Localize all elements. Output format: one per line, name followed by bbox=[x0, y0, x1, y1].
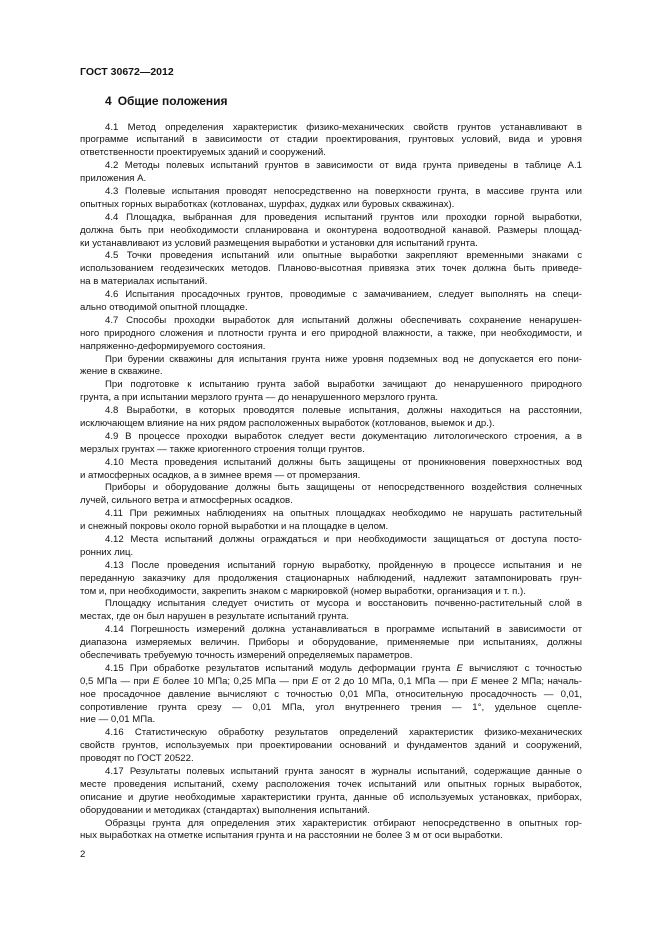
variable-e: E bbox=[471, 675, 478, 687]
text-line: жение в скважине. bbox=[80, 366, 163, 378]
text-line: 4.9 В процессе проходки выработок следует вести документацию литологического строения, а в bbox=[105, 430, 582, 442]
text-line: ного природного сложения и плотности грунта и его природной влажности, а также, при необходимости, и bbox=[80, 327, 582, 339]
text-line: напряженно-деформируемого состояния. bbox=[80, 340, 266, 352]
text-line: исключающем влияние на них рядом расположенных выработок (котлованов, выемок и др.). bbox=[80, 417, 495, 429]
paragraph bbox=[80, 354, 582, 380]
paragraph bbox=[80, 122, 582, 161]
variable-e: E bbox=[152, 675, 160, 687]
paragraph bbox=[80, 818, 582, 844]
paragraph bbox=[80, 212, 582, 251]
text-line: 4.3 Полевые испытания проводят непосредственно на поверхности грунта, в массиве грунта или bbox=[105, 185, 582, 197]
text-line: 4.16 Статистическую обработку результатов определений характеристик физико-механических bbox=[105, 727, 582, 739]
text-line: 4.12 Места испытаний должны ограждаться и при необходимости защищаться от доступа посто- bbox=[105, 534, 582, 545]
paragraph bbox=[80, 598, 582, 624]
text-line: местах, где он был нарушен в результате испытаний грунта. bbox=[80, 611, 350, 623]
text-line: том и, при необходимости, закрепить знаком с маркировкой (номер выработки, организация и т. п.). bbox=[80, 585, 526, 597]
section-number: 4 bbox=[105, 94, 112, 108]
text-line: Площадку испытания следует очистить от мусора и восстановить почвенно-растительный слой в bbox=[105, 598, 582, 610]
paragraph bbox=[80, 663, 582, 727]
text-line: лучей, сильного ветра и атмосферных осадков. bbox=[80, 495, 293, 507]
paragraph bbox=[80, 624, 582, 663]
text-line: описание и другие необходимые характеристики грунта, данные об используемых установках, приборах, bbox=[80, 791, 582, 803]
text-line: ответственности проектируемых зданий и сооружений. bbox=[80, 147, 326, 159]
text-line: ки устанавливают из условий размещения выработки и установки для испытаний грунта. bbox=[80, 237, 478, 249]
text-line: 4.1 Метод определения характеристик физико-механических свойств грунтов устанавливают в bbox=[105, 121, 582, 133]
text-line: 4.17 Результаты полевых испытаний грунта заносят в журналы испытаний, содержащие данные о bbox=[105, 766, 582, 778]
paragraph bbox=[80, 766, 582, 818]
variable-e: E bbox=[311, 675, 319, 687]
text-line: и снежный покровы около горной выработки и на площадке в целом. bbox=[80, 521, 389, 533]
text-line: 4.6 Испытания просадочных грунтов, проводимые с замачиванием, следует выполнять на специ- bbox=[105, 289, 582, 301]
text-line: программе испытаний в зависимости от стадии проектирования, грунтовых условий, вида и уровня bbox=[80, 134, 582, 146]
text-line: мерзлых грунтах — также криогенного строения толщи грунтов. bbox=[80, 443, 365, 455]
paragraph bbox=[80, 160, 582, 186]
text-line: ронних лиц. bbox=[80, 546, 134, 558]
section-heading bbox=[105, 94, 228, 108]
text-line: ально отводимой опытной площадке. bbox=[80, 301, 248, 313]
text-line: 4.5 Точки проведения испытаний или опытные выработки закрепляют временными знаками с bbox=[105, 250, 582, 262]
text-line: свойств грунтов, используемых при проектировании оснований и фундаментов зданий и сооружений, bbox=[80, 740, 582, 752]
text-line: месте проведения испытаний, схему расположения точек испытаний или опытных горных выработок, bbox=[80, 778, 582, 790]
text-line: 4.2 Методы полевых испытаний грунтов в зависимости от вида грунта приведены в таблице А.1 bbox=[105, 160, 582, 172]
text-line: переданную заказчику для продолжения стационарных наблюдений, надлежит затампонировать грун- bbox=[80, 572, 582, 584]
text-line: При бурении скважины для испытания грунта ниже уровня подземных вод не допускается его пони- bbox=[105, 353, 582, 365]
text-line: 4.8 Выработки, в которых проводятся полевые испытания, должны находиться на расстоянии, bbox=[105, 405, 582, 417]
paragraph bbox=[80, 727, 582, 766]
text-line: обеспечивать требуемую точность измерений определяемых параметров. bbox=[80, 650, 413, 662]
body-text bbox=[80, 122, 582, 844]
page-number: 2 bbox=[80, 849, 86, 860]
text-line: 4.4 Площадка, выбранная для проведения испытаний грунтов или проходки горной выработки, bbox=[105, 211, 582, 223]
paragraph bbox=[80, 431, 582, 457]
paragraph bbox=[80, 250, 582, 289]
text-line: Приборы и оборудование должны быть защищены от непосредственного воздействия солнечных bbox=[105, 482, 582, 494]
paragraph bbox=[80, 289, 582, 315]
document-code: ГОСТ 30672—2012 bbox=[80, 66, 174, 78]
text-line: использованием геодезических методов. Планово-высотная привязка этих точек должна быть приведе- bbox=[80, 263, 582, 275]
text-line: приложения А. bbox=[80, 173, 147, 185]
paragraph bbox=[80, 379, 582, 405]
text-line: ное просадочное давление вычисляют с точностью 0,01 МПа, относительную просадочность — 0,01, bbox=[80, 688, 582, 700]
text-line: диапазона измеряемых величин. Приборы и оборудование, применяемые при испытаниях, должны bbox=[80, 637, 582, 649]
text-line: Образцы грунта для определения этих характеристик отбирают непосредственно в опытных гор- bbox=[105, 817, 582, 829]
paragraph bbox=[80, 560, 582, 599]
text-line: 4.10 Места проведения испытаний должны быть защищены от проникновения поверхностных вод bbox=[105, 456, 582, 468]
paragraph bbox=[80, 457, 582, 483]
paragraph bbox=[80, 482, 582, 508]
text-line: 4.15 При обработке результатов испытаний модуль деформации грунта E вычисляют с точностью bbox=[105, 662, 582, 674]
text-line: опытных горных выработках (котлованах, шурфах, дудках или буровых скважинах). bbox=[80, 198, 455, 210]
text-line: 4.7 Способы проходки выработок для испытаний должны обеспечивать сохранение ненарушен- bbox=[105, 314, 582, 326]
text-line: оборудовании и методиках (стандартах) выполнения испытаний. bbox=[80, 804, 370, 816]
text-line: 4.14 Погрешность измерений должна устанавливаться в программе испытаний в зависимости от bbox=[105, 624, 582, 636]
paragraph bbox=[80, 534, 582, 560]
text-line: 4.13 После проведения испытаний горную выработку, пройденную в процессе испытания и не bbox=[105, 559, 582, 571]
text-line: и атмосферных осадков, а в зимнее время — от промерзания. bbox=[80, 469, 361, 481]
paragraph bbox=[80, 186, 582, 212]
text-line: При подготовке к испытанию грунта забой выработки зачищают до ненарушенного природного bbox=[105, 379, 582, 391]
paragraph bbox=[80, 405, 582, 431]
variable-e: E bbox=[456, 662, 463, 674]
text-line: 4.11 При режимных наблюдениях на опытных площадках необходимо не нарушать растительный bbox=[105, 508, 582, 520]
text-line: грунта, а при испытании мерзлого грунта — до ненарушенного мерзлого грунта. bbox=[80, 392, 439, 404]
text-line: ных выработках на отметке испытания грунта и на расстоянии не более 3 м от оси выработки. bbox=[80, 830, 503, 842]
text-line: должна быть при необходимости спланирована и оконтурена водоотводной канавой. Размеры площад- bbox=[80, 224, 582, 236]
text-line: 0,5 МПа — при E более 10 МПа; 0,25 МПа — при E от 2 до 10 МПа, 0,1 МПа — при E менее 2 МПа; началь- bbox=[80, 675, 582, 687]
section-title: Общие положения bbox=[117, 94, 228, 108]
text-line: ние — 0,01 МПа. bbox=[80, 714, 156, 726]
paragraph bbox=[80, 315, 582, 354]
text-line: на в материалах испытаний. bbox=[80, 276, 208, 288]
text-line: сопротивление грунта срезу — 0,01 МПа, угол внутреннего трения — 1°, удельное сцепле- bbox=[80, 701, 582, 713]
paragraph bbox=[80, 508, 582, 534]
text-line: проводят по ГОСТ 20522. bbox=[80, 753, 194, 765]
